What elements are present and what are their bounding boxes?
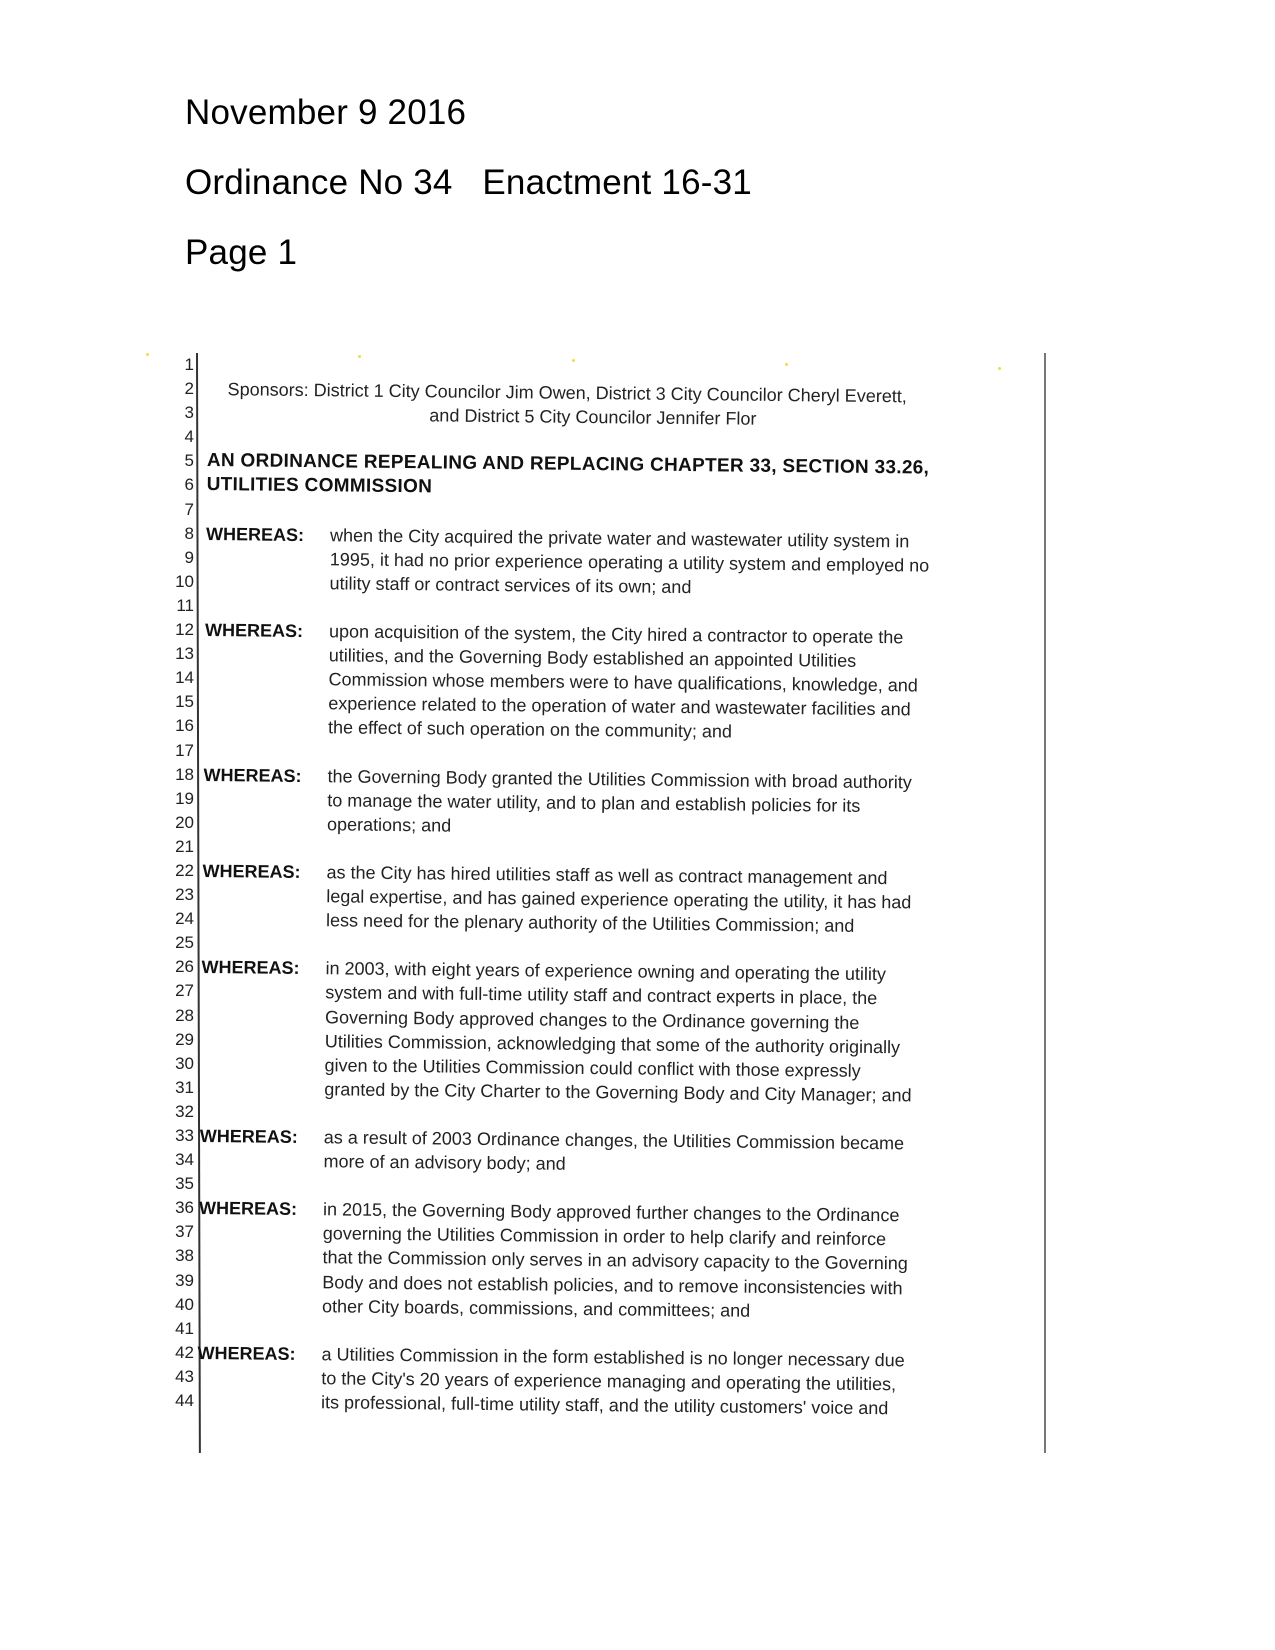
- line-number: 35: [175, 1174, 194, 1194]
- whereas-clause-7: WHEREAS: in 2015, the Governing Body approved further changes to the Ordinance: [198, 1198, 900, 1226]
- line-number: 33: [175, 1126, 194, 1145]
- line-number: 38: [175, 1246, 194, 1266]
- line-number: 23: [175, 885, 194, 905]
- ordinance-title-line-2: UTILITIES COMMISSION: [206, 474, 433, 498]
- line-number: 39: [175, 1270, 194, 1290]
- line-number: 15: [175, 692, 194, 712]
- header-ordinance-number: Ordinance No 34 Enactment 16-31: [185, 163, 752, 202]
- line-number: 21: [175, 836, 194, 856]
- whereas-label: WHEREAS:: [197, 1342, 296, 1364]
- right-margin-rule: [1044, 353, 1046, 1453]
- line-number: 36: [175, 1198, 194, 1218]
- whereas-label: WHEREAS:: [206, 523, 305, 545]
- line-number: 31: [175, 1077, 194, 1097]
- line-number: 44: [175, 1391, 194, 1411]
- whereas-label: WHEREAS:: [201, 957, 300, 979]
- sponsors-line-1: Sponsors: District 1 City Councilor Jim Owen, District 3 City Councilor Cheryl Everett,: [227, 379, 907, 407]
- whereas-label: WHEREAS:: [204, 620, 304, 642]
- line-number: 3: [184, 403, 194, 423]
- line-number: 43: [175, 1366, 194, 1386]
- line-number: 27: [175, 981, 194, 1001]
- line-number: 14: [175, 668, 194, 688]
- line-number: 7: [184, 499, 194, 519]
- line-number: 4: [184, 427, 194, 447]
- line-numbers: [160, 353, 194, 1413]
- line-number: 42: [175, 1342, 194, 1362]
- page-header: [185, 95, 752, 305]
- ordinance-title-line-1: AN ORDINANCE REPEALING AND REPLACING CHAPTER 33, SECTION 33.26,: [206, 450, 930, 479]
- line-number: 40: [175, 1294, 194, 1314]
- line-number: 26: [175, 957, 194, 977]
- scan-artifact: [146, 353, 149, 356]
- line-number: 37: [175, 1222, 194, 1242]
- line-number: 20: [175, 812, 194, 832]
- line-number: 9: [184, 547, 194, 567]
- whereas-clause-4: WHEREAS: as the City has hired utilities staff as well as contract management and: [202, 860, 888, 889]
- line-number: 32: [175, 1101, 194, 1121]
- line-number: 34: [175, 1150, 194, 1170]
- whereas-clause-2: WHEREAS: upon acquisition of the system, the City hired a contractor to operate the: [204, 620, 904, 648]
- line-number: 25: [175, 933, 194, 953]
- line-number: 2: [184, 379, 194, 399]
- line-number: 28: [175, 1005, 194, 1025]
- line-number: 29: [175, 1029, 194, 1049]
- header-page-number: Page 1: [185, 233, 298, 272]
- whereas-clause-3: WHEREAS: the Governing Body granted the Utilities Commission with broad authority: [203, 764, 912, 792]
- header-date: November 9 2016: [185, 93, 467, 132]
- line-number: 24: [175, 909, 194, 929]
- whereas-label: WHEREAS:: [199, 1125, 298, 1147]
- ordinance-body: Sponsors: District 1 City Councilor Jim Owen, District 3 City Councilor Cheryl Everett, and District 5 City Councilor Jennifer Flor AN ORDINANCE REPEALING AND REPLACING CHAPTER 33, SECTION 33.26, UTILITIES COMMISSION WHEREAS: when the City acquired the private water and wastewater utility system in 1995, it had no prior experience operating a utility system and employed no utility staff or contract services of its own; and WHEREAS: upon acquisition of the system, the City hired a contractor to operate the utilities, and the Governing Body established an appointed Utilities Commission whose members were to have qualifications, knowledge, and experience related to the operation of water and wastewater facilities and the effect of such operation on the community; and WHEREAS: the Governing Body granted the Utilities Commission with broad authority to manage the water utility, and to plan and establish policies for its operations; and WHEREAS: as the City has hired utilities staff as well as contract management and legal expertise, and has gained experience operating the utility, it has had less need for the plenary authority of the Utilities Commission; and WHEREAS: in 2003, with eight years of experience owning and operating the utility system and with full-time utility staff and contract experts in place, the Governing Body approved changes to the Ordinance governing the Utilities Commission, acknowledging that some of the authority originally given to the Utilities Commission could conflict with those expressly granted by the City Charter to the Governing Body and City Manager; and WHEREAS: as a result of 2003 Ordinance changes, the Utilities Commission became more of an advisory body; and WHEREAS: in 2015, the Governing Body approved further changes to the Ordinance governing the Utilities Commission in order to help clarify and reinforce that the Commission only serves in an advisory capacity to the Governing Body and does not establish policies, and to remove inconsistencies with other City boards, commissions, and committees; and WHEREAS: a Utilities Commission in the form established is no longer necessary due to the City's 20 years of experience managing and operating the utilities, its professional, full-time utility staff, and the utility customers' voice and: [197, 353, 1038, 1422]
- line-number: 10: [175, 571, 194, 591]
- whereas-label: WHEREAS:: [198, 1198, 298, 1220]
- whereas-clause-1: WHEREAS: when the City acquired the private water and wastewater utility system in: [206, 523, 910, 552]
- line-number: 8: [184, 523, 194, 543]
- line-number: 13: [175, 644, 194, 664]
- whereas-clause-5: WHEREAS: in 2003, with eight years of experience owning and operating the utility: [201, 957, 886, 985]
- whereas-clause-8: WHEREAS: a Utilities Commission in the form established is no longer necessary due: [197, 1342, 905, 1371]
- line-number: 19: [175, 788, 194, 808]
- line-number: 12: [175, 620, 194, 640]
- line-number: 22: [175, 860, 194, 880]
- whereas-label: WHEREAS:: [203, 764, 302, 786]
- line-number: 1: [184, 355, 194, 374]
- scanned-ordinance-page: [140, 345, 1060, 1460]
- line-number: 5: [184, 451, 194, 471]
- whereas-label: WHEREAS:: [202, 860, 301, 882]
- whereas-clause-6: WHEREAS: as a result of 2003 Ordinance changes, the Utilities Commission became: [199, 1125, 905, 1154]
- sponsors-line-2: and District 5 City Councilor Jennifer Flor: [429, 405, 757, 429]
- line-number: 41: [175, 1318, 194, 1338]
- line-number: 17: [175, 740, 194, 760]
- line-number: 11: [176, 595, 194, 615]
- line-number: 16: [175, 716, 194, 736]
- line-number: 6: [184, 475, 194, 495]
- line-number: 30: [175, 1053, 194, 1073]
- line-number: 18: [175, 764, 194, 784]
